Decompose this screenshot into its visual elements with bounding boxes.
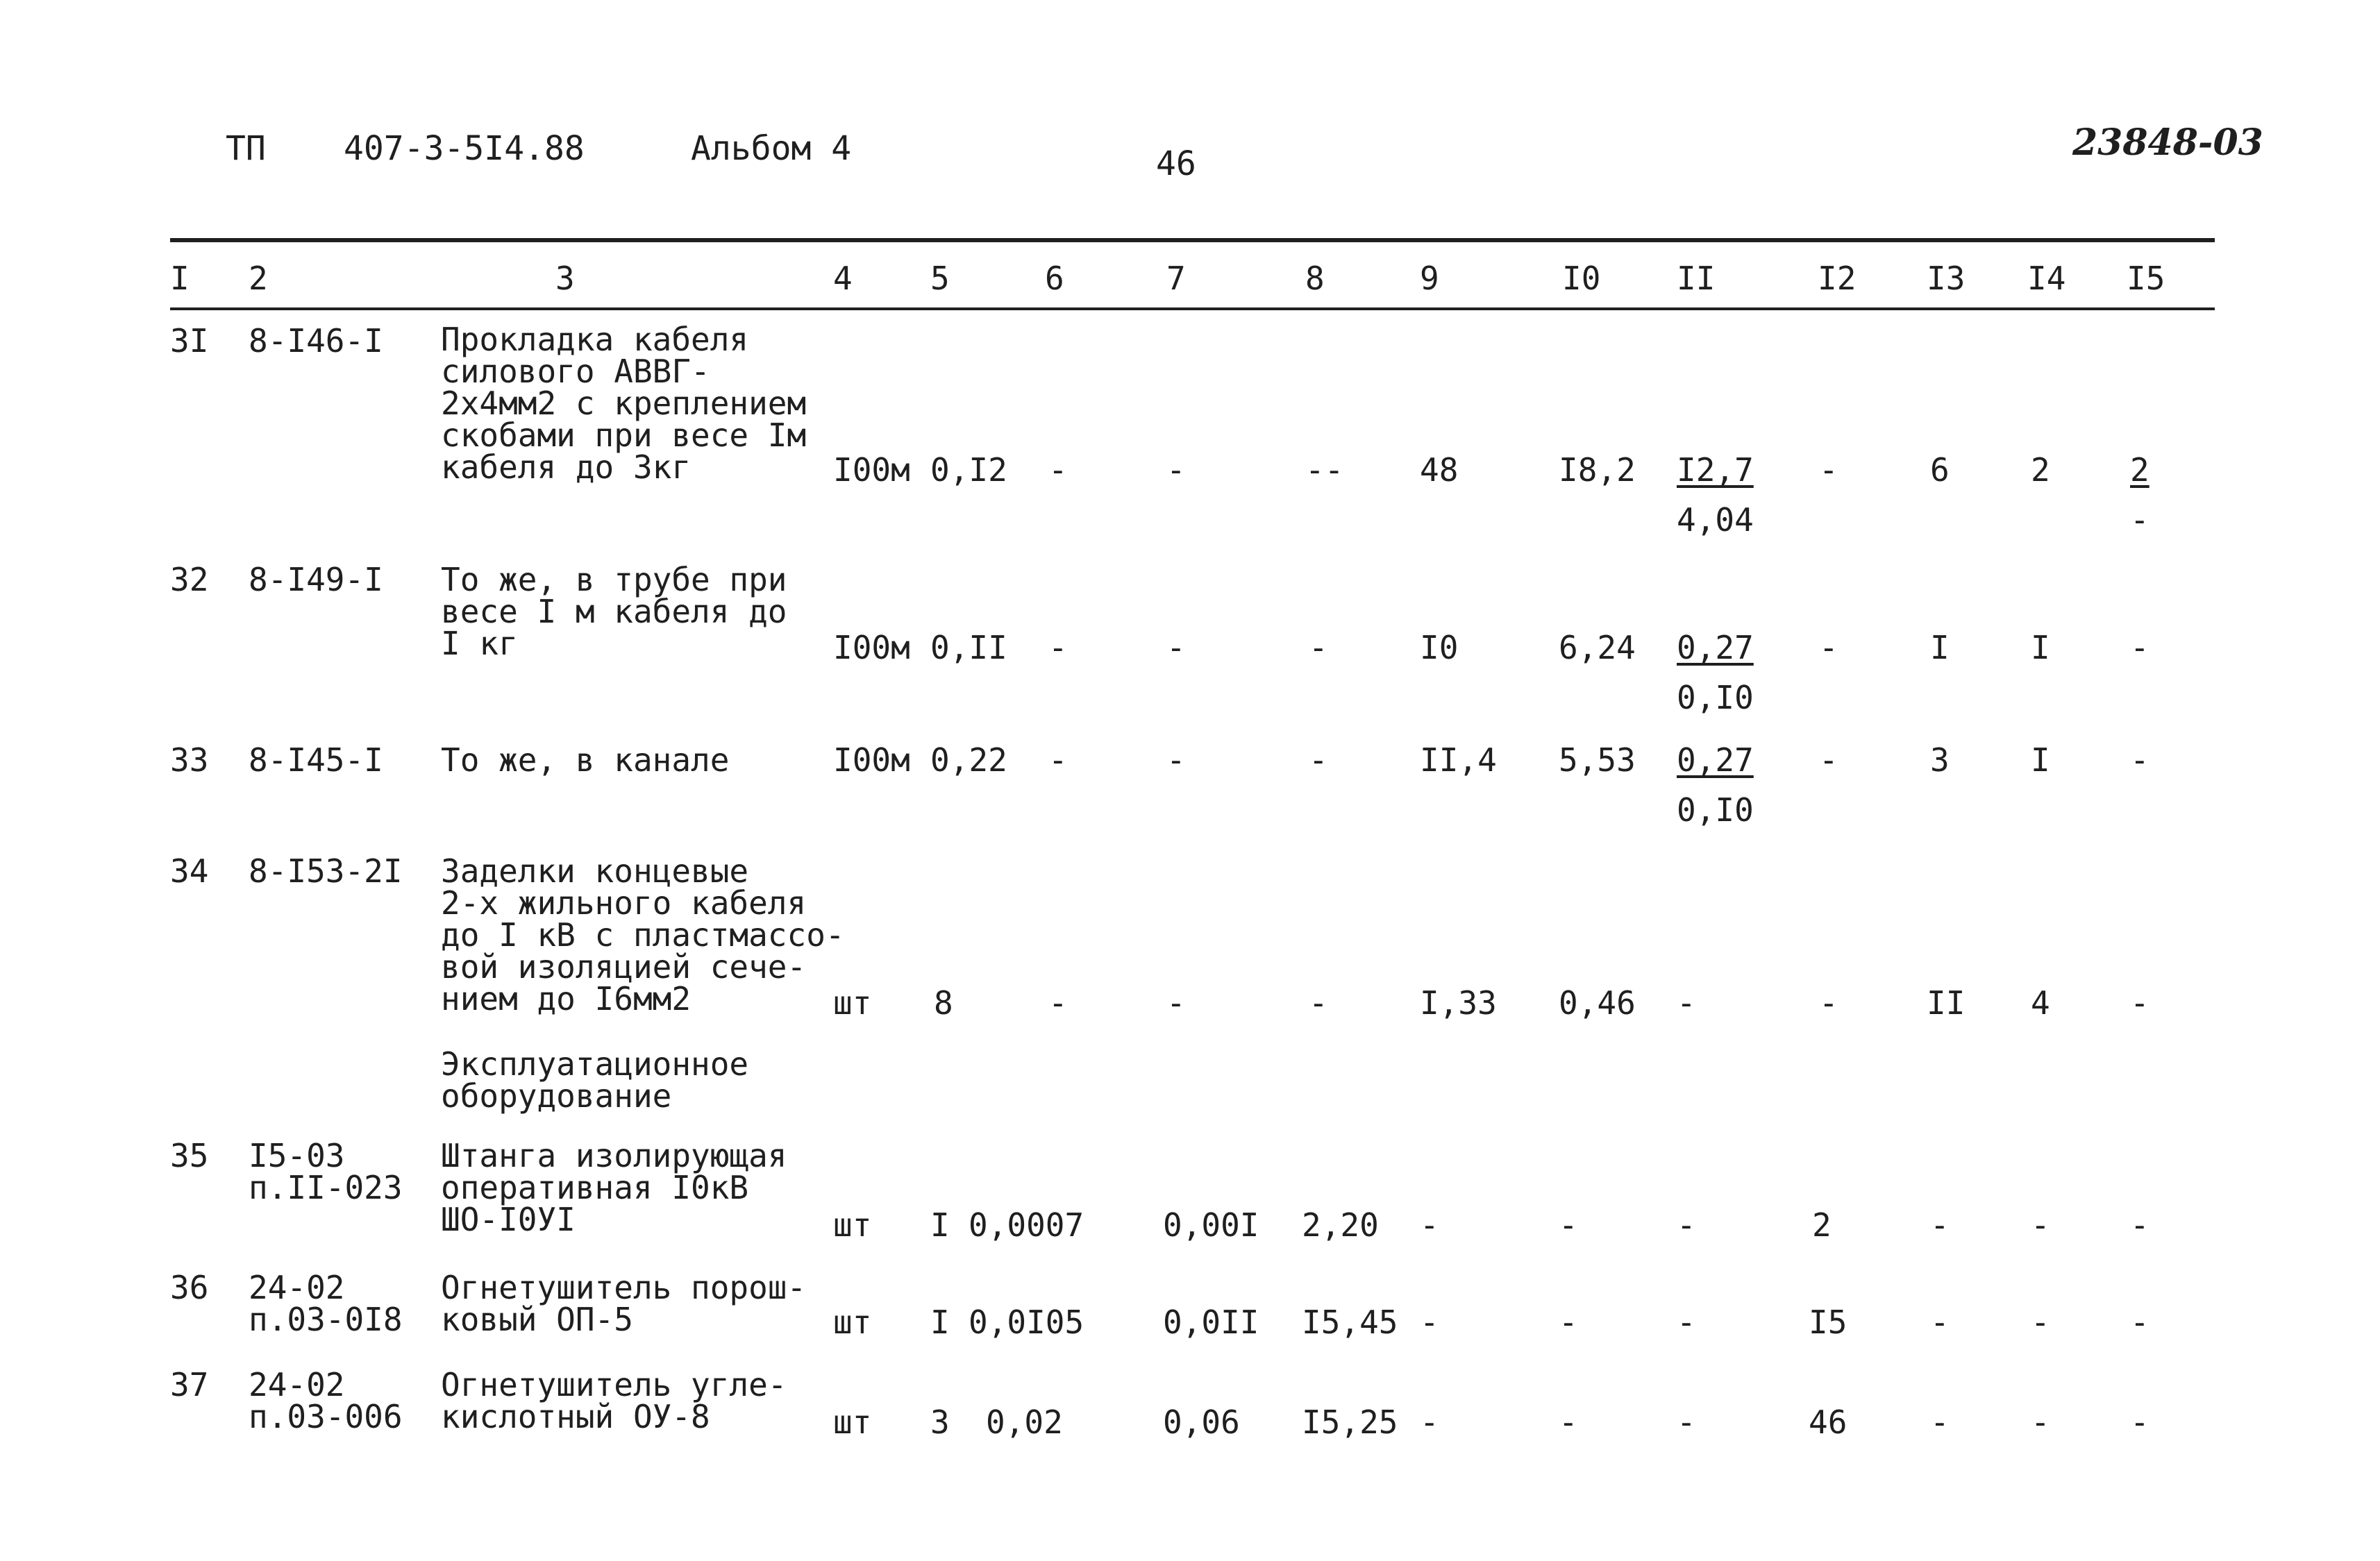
cell-denominator: 0,I0: [1677, 791, 1754, 829]
section-heading: Эксплуатационное оборудование: [441, 1045, 749, 1115]
column-header: 4: [833, 260, 853, 297]
cell: 0,0007: [969, 1206, 1084, 1244]
cell: -: [1559, 1403, 1578, 1441]
cell: 0,46: [1559, 984, 1636, 1022]
album-label: Альбом 4: [691, 129, 852, 168]
cell-denominator: 0,I0: [1677, 679, 1754, 716]
norm-code: I5-03 п.II-023: [249, 1137, 403, 1206]
cell: -: [1048, 741, 1068, 779]
work-description: Огнетушитель порош- ковый ОП-5: [441, 1269, 807, 1338]
work-description: То же, в канале: [441, 741, 730, 779]
unit-cell: шт: [833, 1403, 872, 1441]
norm-code: 24-02 п.03-006: [249, 1366, 403, 1435]
cell: 48: [1420, 451, 1459, 489]
cell: -: [1819, 451, 1838, 489]
column-header: I4: [2027, 260, 2066, 297]
cell-denominator: -: [2130, 501, 2149, 539]
cell: -: [1166, 451, 1186, 489]
cell: -: [1309, 629, 1328, 666]
cell: 2: [2031, 451, 2050, 489]
quantity-cell: 0,II: [930, 629, 1007, 666]
column-header: 7: [1166, 260, 1186, 297]
cell-numerator: 2: [2130, 451, 2149, 489]
cell: -: [1309, 984, 1328, 1022]
cell: -: [1930, 1206, 1950, 1244]
quantity-cell: I: [930, 1206, 950, 1244]
cell: 2: [1812, 1206, 1832, 1244]
row-number: 33: [170, 741, 209, 779]
cell: -: [2130, 741, 2149, 779]
norm-code: 24-02 п.03-0I8: [249, 1269, 403, 1338]
cell: 0,0II: [1163, 1303, 1259, 1341]
cell: -: [1819, 984, 1838, 1022]
column-header: 6: [1045, 260, 1064, 297]
cell: 2,20: [1302, 1206, 1379, 1244]
unit-cell: шт: [833, 1303, 872, 1341]
norm-code: 8-I53-2I: [249, 852, 403, 890]
cell: -: [2130, 1403, 2149, 1441]
cell: -: [1048, 629, 1068, 666]
row-number: 35: [170, 1137, 209, 1174]
cell: I,33: [1420, 984, 1497, 1022]
cell: 0,0I05: [969, 1303, 1084, 1341]
unit-cell: шт: [833, 1206, 872, 1244]
cell: -: [1420, 1206, 1439, 1244]
unit-cell: I00м: [833, 741, 910, 779]
work-description: Огнетушитель угле- кислотный ОУ-8: [441, 1366, 787, 1435]
cell: -: [1048, 451, 1068, 489]
cell: -: [2031, 1403, 2050, 1441]
cell: 46: [1809, 1403, 1847, 1441]
row-number: 34: [170, 852, 209, 890]
work-description: Прокладка кабеля силового АВВГ- 2х4мм2 с креплением скобами при весе Iм кабеля до 3кг: [441, 321, 807, 486]
column-header: II: [1677, 260, 1716, 297]
column-header: I0: [1562, 260, 1601, 297]
cell: 6: [1930, 451, 1950, 489]
cell-numerator: I2,7: [1677, 451, 1754, 489]
cell: -: [1048, 984, 1068, 1022]
unit-cell: шт: [833, 984, 872, 1022]
cell: -: [1930, 1403, 1950, 1441]
column-header: I2: [1818, 260, 1857, 297]
page-number: 46: [1156, 144, 1196, 183]
row-number: 37: [170, 1366, 209, 1403]
quantity-cell: 8: [934, 984, 953, 1022]
cell: I: [1930, 629, 1950, 666]
column-header: 3: [555, 260, 575, 297]
cell-numerator: 0,27: [1677, 741, 1754, 779]
cell: -: [2130, 629, 2149, 666]
column-header: 9: [1420, 260, 1439, 297]
norm-code: 8-I46-I: [249, 322, 383, 360]
work-description: То же, в трубе при весе I м кабеля до I кг: [441, 561, 787, 662]
cell: -: [2130, 1303, 2149, 1341]
norm-code: 8-I45-I: [249, 741, 383, 779]
cell: I5,45: [1302, 1303, 1398, 1341]
cell: I5,25: [1302, 1403, 1398, 1441]
document-code: 407-3-5I4.88: [344, 129, 585, 168]
row-number: 36: [170, 1269, 209, 1306]
cell: I: [2031, 741, 2050, 779]
table-header-rule: [170, 307, 2215, 310]
cell: --: [1305, 451, 1344, 489]
row-number: 3I: [170, 322, 209, 360]
cell: -: [1559, 1303, 1578, 1341]
cell: -: [1677, 1303, 1696, 1341]
cell: -: [1166, 629, 1186, 666]
cell: II: [1927, 984, 1966, 1022]
cell: I5: [1809, 1303, 1847, 1341]
cell: I0: [1420, 629, 1459, 666]
stamp-number: 23848-03: [2072, 121, 2263, 164]
cell: -: [1677, 1206, 1696, 1244]
cell: -: [1677, 984, 1696, 1022]
cell: I8,2: [1559, 451, 1636, 489]
work-description: Штанга изолирующая оперативная I0кВ ШО-I0УI: [441, 1137, 787, 1238]
column-header: 2: [249, 260, 268, 297]
cell: 4: [2031, 984, 2050, 1022]
cell: -: [1420, 1403, 1439, 1441]
cell: -: [1166, 984, 1186, 1022]
quantity-cell: I: [930, 1303, 950, 1341]
cell: -: [1819, 741, 1838, 779]
cell: 0,06: [1163, 1403, 1240, 1441]
cell: -: [1930, 1303, 1950, 1341]
cell: -: [1166, 741, 1186, 779]
column-header: I5: [2127, 260, 2165, 297]
cell-numerator: 0,27: [1677, 629, 1754, 666]
cell: -: [2130, 1206, 2149, 1244]
row-number: 32: [170, 561, 209, 598]
unit-cell: I00м: [833, 629, 910, 666]
cell: I: [2031, 629, 2050, 666]
quantity-cell: 0,22: [930, 741, 1007, 779]
norm-code: 8-I49-I: [249, 561, 383, 598]
quantity-cell: 3: [930, 1403, 950, 1441]
cell: -: [2130, 984, 2149, 1022]
cell: -: [1309, 741, 1328, 779]
cell-denominator: 4,04: [1677, 501, 1754, 539]
cell: 5,53: [1559, 741, 1636, 779]
column-header: I: [170, 260, 190, 297]
table-top-rule: [170, 238, 2215, 242]
column-header: 8: [1305, 260, 1325, 297]
series-label: ТП: [226, 129, 266, 168]
column-header: 5: [930, 260, 950, 297]
cell: -: [1559, 1206, 1578, 1244]
cell: 0,02: [986, 1403, 1063, 1441]
column-header: I3: [1927, 260, 1966, 297]
cell: -: [2031, 1303, 2050, 1341]
cell: 3: [1930, 741, 1950, 779]
cell: 0,00I: [1163, 1206, 1259, 1244]
quantity-cell: 0,I2: [930, 451, 1007, 489]
cell: -: [2031, 1206, 2050, 1244]
cell: -: [1677, 1403, 1696, 1441]
work-description: Заделки концевые 2-х жильного кабеля до I кВ с пластмассо- вой изоляцией сече- нием до I6мм2: [441, 852, 845, 1018]
cell: II,4: [1420, 741, 1497, 779]
cell: 6,24: [1559, 629, 1636, 666]
unit-cell: I00м: [833, 451, 910, 489]
cell: -: [1819, 629, 1838, 666]
cell: -: [1420, 1303, 1439, 1341]
